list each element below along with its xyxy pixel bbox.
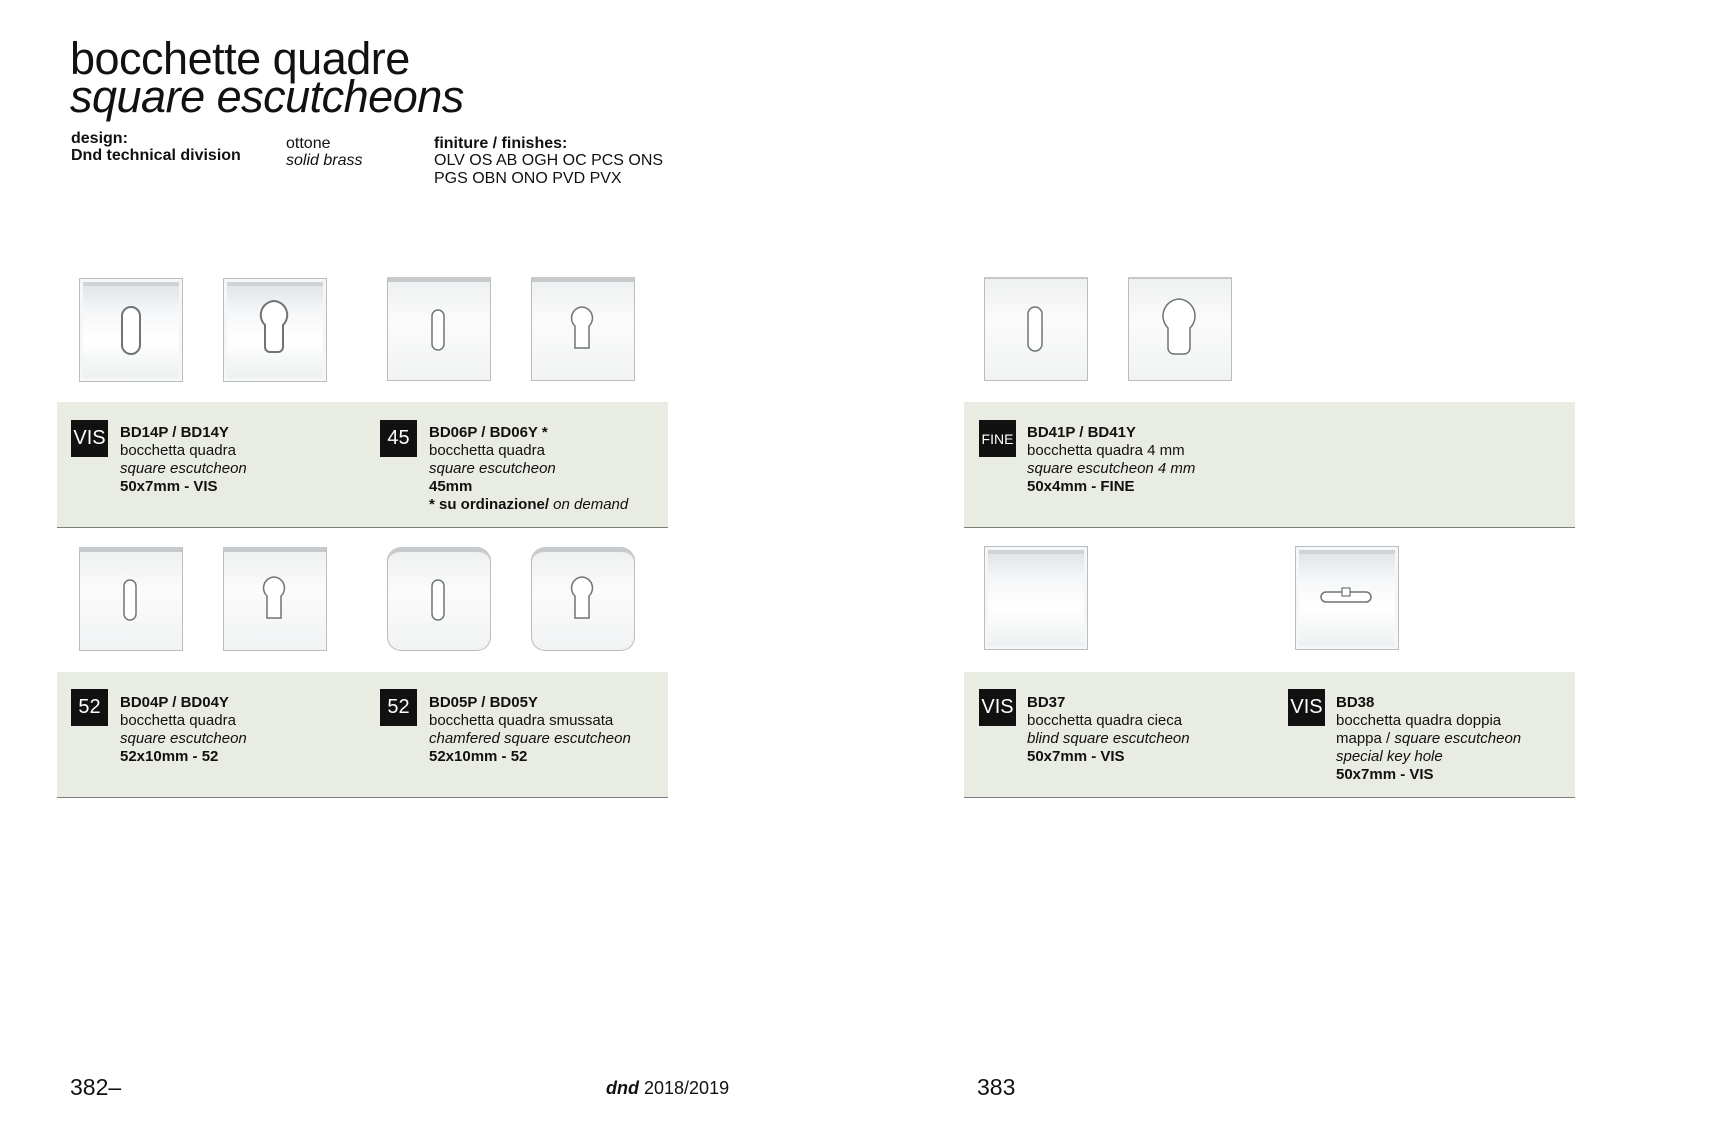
product-size: 50x4mm - FINE bbox=[1027, 478, 1135, 495]
brand-logo-text: dnd bbox=[606, 1078, 639, 1098]
product-size: 52x10mm - 52 bbox=[120, 748, 219, 765]
page-title-italian: bocchette quadre bbox=[70, 33, 410, 84]
product-desc-english: square escutcheon 4 mm bbox=[1027, 460, 1196, 477]
escutcheon-bd04y-image bbox=[223, 547, 327, 651]
badge-52: 52 bbox=[71, 689, 108, 726]
product-note-italian: * su ordinazione/ bbox=[429, 496, 550, 513]
finishes-label: finiture / finishes: bbox=[434, 135, 568, 152]
escutcheon-bd14p-image bbox=[79, 278, 183, 382]
product-size: 50x7mm - VIS bbox=[1336, 766, 1434, 783]
product-desc-italian: bocchetta quadra cieca bbox=[1027, 712, 1183, 729]
product-desc-english: square escutcheon bbox=[120, 730, 247, 747]
product-code: BD37 bbox=[1027, 694, 1066, 711]
product-info-bd06 bbox=[429, 424, 628, 514]
product-desc-italian: bocchetta quadra bbox=[120, 712, 236, 729]
escutcheon-bd38-image bbox=[1295, 546, 1399, 650]
escutcheon-bd41p-image bbox=[984, 277, 1088, 381]
product-info-bd04 bbox=[120, 694, 247, 766]
product-size: 50x7mm - VIS bbox=[1027, 748, 1125, 765]
escutcheon-bd14y-image bbox=[223, 278, 327, 382]
design-value: Dnd technical division bbox=[71, 147, 241, 164]
escutcheon-bd06p-image bbox=[387, 277, 491, 381]
escutcheon-bd37-image bbox=[984, 546, 1088, 650]
product-size: 52x10mm - 52 bbox=[429, 748, 528, 765]
product-desc-italian: bocchetta quadra doppia bbox=[1336, 712, 1502, 729]
catalog-year: 2018/2019 bbox=[639, 1078, 730, 1098]
badge-52: 52 bbox=[380, 689, 417, 726]
badge-vis: VIS bbox=[71, 420, 108, 457]
product-info-bd37 bbox=[1027, 694, 1190, 766]
escutcheon-bd41y-image bbox=[1128, 277, 1232, 381]
product-code: BD41P / BD41Y bbox=[1027, 424, 1136, 441]
escutcheon-bd05p-image bbox=[387, 547, 491, 651]
product-desc-english: square escutcheon bbox=[429, 460, 556, 477]
product-desc-english: square escutcheon bbox=[1394, 730, 1522, 747]
finishes-list-line1: OLV OS AB OGH OC PCS ONS bbox=[434, 152, 664, 169]
product-desc-english: blind square escutcheon bbox=[1027, 730, 1190, 747]
product-note-english: on demand bbox=[549, 496, 629, 513]
product-desc-english: chamfered square escutcheon bbox=[429, 730, 631, 747]
material-english: solid brass bbox=[286, 152, 363, 169]
badge-vis: VIS bbox=[979, 689, 1016, 726]
page-number-right: 383 bbox=[977, 1074, 1016, 1100]
product-desc-italian: bocchetta quadra bbox=[120, 442, 236, 459]
product-info-bd41 bbox=[1027, 424, 1195, 496]
product-desc-italian: bocchetta quadra smussata bbox=[429, 712, 614, 729]
material-italian: ottone bbox=[286, 135, 331, 152]
product-code: BD14P / BD14Y bbox=[120, 424, 229, 441]
product-desc-italian: bocchetta quadra bbox=[429, 442, 545, 459]
product-code: BD05P / BD05Y bbox=[429, 694, 538, 711]
badge-45: 45 bbox=[380, 420, 417, 457]
product-info-bd05 bbox=[429, 694, 631, 766]
badge-vis: VIS bbox=[1288, 689, 1325, 726]
badge-fine: FINE bbox=[979, 420, 1016, 457]
product-desc-italian: bocchetta quadra 4 mm bbox=[1027, 442, 1185, 459]
page-title-english: square escutcheons bbox=[70, 71, 464, 122]
escutcheon-bd04p-image bbox=[79, 547, 183, 651]
footer-brand-year bbox=[606, 1078, 729, 1099]
product-code: BD38 bbox=[1336, 694, 1375, 711]
product-code: BD06P / BD06Y * bbox=[429, 424, 548, 441]
finishes-list-line2: PGS OBN ONO PVD PVX bbox=[434, 170, 622, 187]
product-code: BD04P / BD04Y bbox=[120, 694, 229, 711]
design-label: design: bbox=[71, 130, 128, 147]
product-info-bd14 bbox=[120, 424, 247, 496]
escutcheon-bd05y-image bbox=[531, 547, 635, 651]
product-desc-english-2: special key hole bbox=[1336, 748, 1443, 765]
escutcheon-bd06y-image bbox=[531, 277, 635, 381]
page-number-left: 382– bbox=[70, 1074, 122, 1100]
product-desc-english: square escutcheon bbox=[120, 460, 247, 477]
product-size: 45mm bbox=[429, 478, 473, 495]
product-info-bd38 bbox=[1336, 694, 1521, 784]
product-desc-italian-cont: mappa / bbox=[1336, 730, 1395, 747]
product-size: 50x7mm - VIS bbox=[120, 478, 218, 495]
